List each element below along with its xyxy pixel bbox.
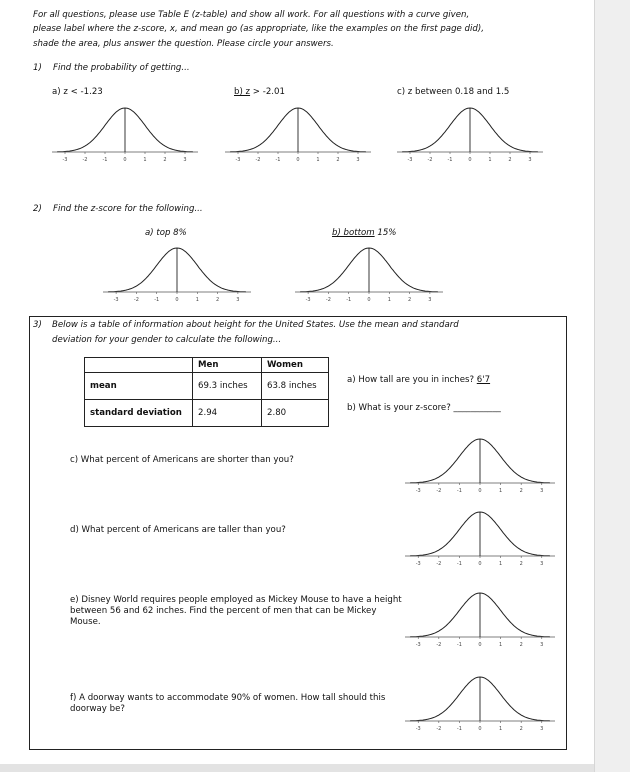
q3-e-question: e) Disney World requires people employed as Mickey Mouse to have a height between 56 and 62 inches. Find the percent of men that can be Mickey Mouse. [70,595,402,627]
axis-tick-label: -2 [436,488,442,494]
instructions-line-3: shade the area, plus answer the question. Please circle your answers. [33,39,334,49]
normal-curve-svg [295,244,443,304]
q2-a-label: a) top 8% [145,228,187,238]
axis-tick-label: 2 [215,297,220,303]
axis-tick-label: 2 [407,297,412,303]
normal-curve-svg [405,673,555,733]
q3-intro-line-1: Below is a table of information about height for the United States. Use the mean and standard [52,320,459,330]
axis-tick-label: -1 [447,157,453,163]
axis-tick-label: -1 [456,488,462,494]
axis-tick-label: 3 [528,157,532,163]
axis-tick-label: 0 [478,561,482,567]
axis-tick-label: 1 [195,297,199,303]
normal-curve-svg [225,104,371,164]
horizontal-scrollbar[interactable] [0,764,594,772]
axis-tick-label: 3 [540,642,544,648]
q2-b-normal-curve [295,244,443,304]
axis-tick-label: 2 [519,488,523,494]
q3-f-normal-curve [405,673,555,733]
q3-number: 3) [33,320,42,330]
q3-d-question: d) What percent of Americans are taller than you? [70,525,286,535]
q3-e-normal-curve [405,589,555,649]
axis-tick-label: -1 [102,157,108,163]
q1-b-normal-curve [225,104,371,164]
axis-tick-label: -3 [415,642,421,648]
table-row [85,373,329,400]
q2-b-underlined: b) bottom [332,228,375,238]
axis-tick-label: 1 [498,642,503,648]
table-header-men: Men [193,358,262,373]
instructions-line-1: For all questions, please use Table E (z-table) and show all work. For all questions with a curve given, [33,10,470,20]
axis-tick-label: 1 [316,157,320,163]
table-row [85,400,329,427]
q2-b-rest: 15% [374,228,397,238]
axis-tick-label: 1 [498,561,503,567]
axis-tick-label: 0 [296,157,300,163]
axis-tick-label: -2 [325,297,331,303]
axis-tick-label: -2 [133,297,139,303]
axis-tick-label: 0 [367,297,371,303]
q1-c-normal-curve [397,104,543,164]
table-cell-men-sd: 2.94 [193,400,262,427]
axis-tick-label: 0 [478,726,482,732]
vertical-scrollbar[interactable] [594,0,630,772]
axis-tick-label: -2 [436,561,442,567]
axis-tick-label: 1 [488,157,492,163]
axis-tick-label: 3 [428,297,432,303]
axis-tick-label: -1 [154,297,160,303]
q1-b-rest: > -2.01 [250,87,285,97]
axis-tick-label: 2 [519,642,523,648]
q3-c-question: c) What percent of Americans are shorter than you? [70,455,294,465]
axis-tick-label: -3 [235,157,241,163]
axis-tick-label: 2 [163,157,167,163]
table-row-label-sd: standard deviation [85,400,193,427]
axis-tick-label: 0 [175,297,179,303]
q3-f-question: f) A doorway wants to accommodate 90% of women. How tall should this doorway be? [70,693,386,714]
normal-curve-svg [405,508,555,568]
q1-a-label: a) z < -1.23 [52,87,103,97]
axis-tick-label: -1 [346,297,352,303]
axis-tick-label: -3 [305,297,311,303]
table-row-label-mean: mean [85,373,193,400]
axis-tick-label: -2 [436,726,442,732]
q2-b-label [332,228,396,239]
q1-b-label [234,87,285,98]
axis-tick-label: -1 [456,726,462,732]
normal-curve-svg [52,104,198,164]
q2-number: 2) [33,204,42,214]
normal-curve-svg [397,104,543,164]
axis-tick-label: -3 [407,157,413,163]
axis-tick-label: 0 [478,642,482,648]
table-cell-women-sd: 2.80 [262,400,329,427]
axis-tick-label: -1 [456,642,462,648]
q3-b-label: b) What is your z-score? [347,403,451,413]
axis-tick-label: 2 [519,726,523,732]
axis-tick-label: 0 [478,488,482,494]
q3-b-question [347,403,501,414]
q3-d-normal-curve [405,508,555,568]
axis-tick-label: -2 [82,157,88,163]
table-cell-men-mean: 69.3 inches [193,373,262,400]
normal-curve-svg [103,244,251,304]
q3-a-answer[interactable]: 6'7 [476,375,491,385]
axis-tick-label: -2 [436,642,442,648]
q1-c-label: c) z between 0.18 and 1.5 [397,87,510,97]
normal-curve-svg [405,435,555,495]
axis-tick-label: 2 [519,561,523,567]
axis-tick-label: -1 [275,157,281,163]
q3-c-normal-curve [405,435,555,495]
axis-tick-label: -3 [415,561,421,567]
q3-a-question [347,375,490,386]
axis-tick-label: -2 [255,157,261,163]
axis-tick-label: -3 [415,726,421,732]
axis-tick-label: 3 [540,561,544,567]
axis-tick-label: -1 [456,561,462,567]
axis-tick-label: 1 [498,726,503,732]
axis-tick-label: 1 [498,488,503,494]
q1-a-normal-curve [52,104,198,164]
axis-tick-label: 3 [183,157,187,163]
q3-b-answer-blank[interactable]: ___________ [453,403,501,413]
axis-tick-label: 2 [508,157,512,163]
axis-tick-label: -2 [427,157,433,163]
q2-prompt: Find the z-score for the following... [53,204,203,214]
table-header-row [85,358,329,373]
axis-tick-label: 0 [123,157,127,163]
axis-tick-label: 1 [143,157,147,163]
axis-tick-label: 0 [468,157,472,163]
q1-number: 1) [33,63,42,73]
normal-curve-svg [405,589,555,649]
q1-prompt: Find the probability of getting... [53,63,190,73]
axis-tick-label: -3 [113,297,119,303]
table-cell-women-mean: 63.8 inches [262,373,329,400]
q3-a-label: a) How tall are you in inches? [347,375,475,385]
axis-tick-label: 3 [356,157,360,163]
q1-b-underlined: b) z [234,87,251,97]
table-header-women: Women [262,358,329,373]
axis-tick-label: 3 [236,297,240,303]
instructions-line-2: please label where the z-score, x, and mean go (as appropriate, like the examples on the first page did), [33,24,484,34]
q3-intro-line-2: deviation for your gender to calculate the following... [52,335,282,345]
axis-tick-label: 3 [540,488,544,494]
axis-tick-label: 3 [540,726,544,732]
axis-tick-label: 1 [387,297,391,303]
axis-tick-label: -3 [62,157,68,163]
q2-a-normal-curve [103,244,251,304]
table-header-empty [85,358,193,373]
axis-tick-label: -3 [415,488,421,494]
height-table [84,357,329,427]
axis-tick-label: 2 [336,157,340,163]
